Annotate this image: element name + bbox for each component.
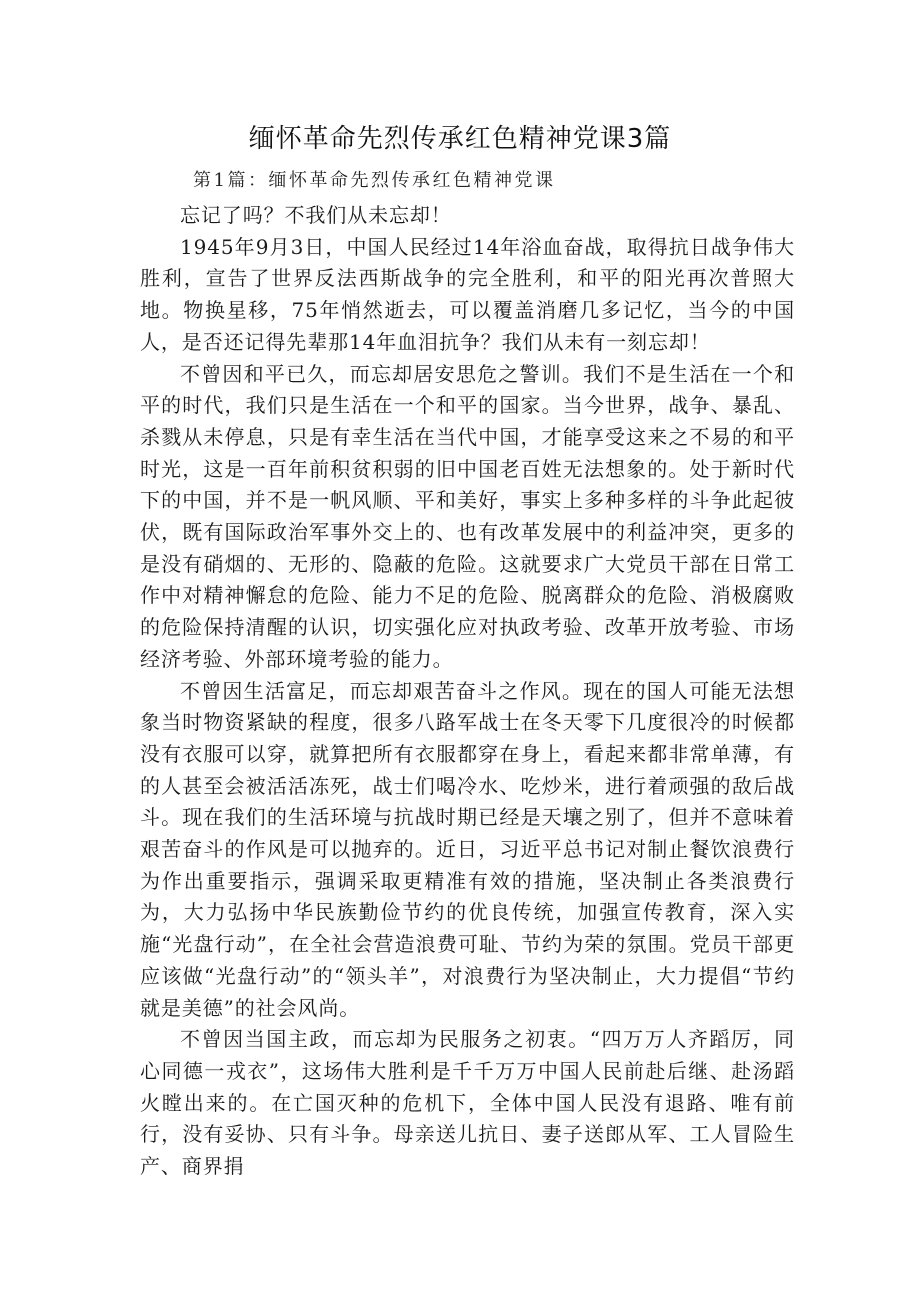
body-paragraph: 1945年9月3日，中国人民经过14年浴血奋战，取得抗日战争伟大胜利，宣告了世界反法西斯战争的完全胜利，和平的阳光再次普照大地。物换星移，75年悄然逝去，可以覆盖消磨几多记忆，当今的中国人，是否还记得先辈那14年血泪抗争？我们从未有一刻忘却！: [140, 234, 795, 354]
document-body: [140, 200, 795, 1183]
body-paragraph: 不曾因和平已久，而忘却居安思危之警训。我们不是生活在一个和平的时代，我们只是生活在一个和平的国家。当今世界，战争、暴乱、杀戮从未停息，只是有幸生活在当代中国，才能享受这来之不易的和平时光，这是一百年前积贫积弱的旧中国老百姓无法想象的。处于新时代下的中国，并不是一帆风顺、平和美好，事实上多种多样的斗争此起彼伏，既有国际政治军事外交上的、也有改革发展中的利益冲突，更多的是没有硝烟的、无形的、隐蔽的危险。这就要求广大党员干部在日常工作中对精神懈怠的危险、能力不足的危险、脱离群众的危险、消极腐败的危险保持清醒的认识，切实强化应对执政考验、改革开放考验、市场经济考验、外部环境考验的能力。: [140, 361, 795, 671]
section-heading: 第1篇：缅怀革命先烈传承红色精神党课: [193, 170, 556, 191]
body-paragraph: 忘记了吗？不我们从未忘却！: [180, 203, 452, 227]
document-title: 缅怀革命先烈传承红色精神党课3篇: [248, 124, 672, 154]
body-paragraph: 不曾因生活富足，而忘却艰苦奋斗之作风。现在的国人可能无法想象当时物资紧缺的程度，很多八路军战士在冬天零下几度很冷的时候都没有衣服可以穿，就算把所有衣服都穿在身上，看起来都非常单薄，有的人甚至会被活活冻死，战士们喝冷水、吃炒米，进行着顽强的敌后战斗。现在我们的生活环境与抗战时期已经是天壤之别了，但并不意味着艰苦奋斗的作风是可以抛弃的。近日，习近平总书记对制止餐饮浪费行为作出重要指示，强调采取更精准有效的措施，坚决制止各类浪费行为，大力弘扬中华民族勤俭节约的优良传统，加强宣传教育，深入实施“光盘行动”，在全社会营造浪费可耻、节约为荣的氛围。党员干部更应该做“光盘行动”的“领头羊”，对浪费行为坚决制止，大力提倡“节约就是美德”的社会风尚。: [140, 678, 795, 1020]
body-paragraph: 不曾因当国主政，而忘却为民服务之初衷。“四万万人齐蹈厉，同心同德一戎衣”，这场伟大胜利是千千万万中国人民前赴后继、赴汤蹈火瞠出来的。在亡国灭种的危机下，全体中国人民没有退路、唯有前行，没有妥协、只有斗争。母亲送儿抗日、妻子送郎从军、工人冒险生产、商界捐: [140, 1027, 795, 1179]
